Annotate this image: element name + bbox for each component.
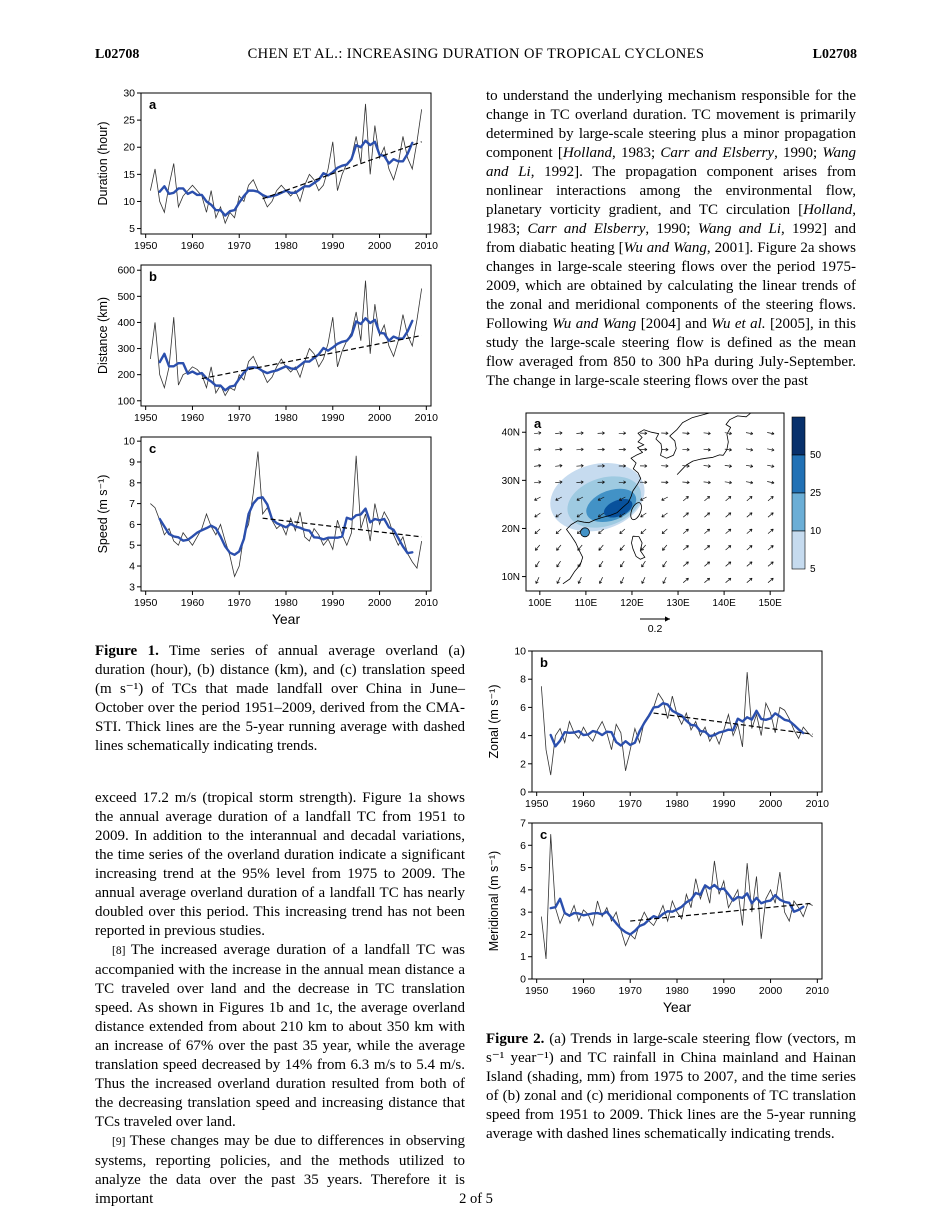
svg-text:300: 300 xyxy=(117,343,135,356)
svg-text:20: 20 xyxy=(123,141,135,154)
svg-text:7: 7 xyxy=(129,498,135,511)
caption-text: (a) Trends in large-scale steering flow (vectors, m s⁻¹ year⁻¹) and TC rainfall in China mainland and Hainan Island (shading, mm) from 1975 to 2007, and the time series of (b) zonal and (c) meridional components of TC translation speed from 1951 to 2009. Thick lines are the 5-year running average with dashed lines schematically indicating trends. xyxy=(486,1031,857,1142)
svg-text:2000: 2000 xyxy=(758,798,783,810)
svg-text:1950: 1950 xyxy=(133,597,158,609)
svg-text:Distance (km): Distance (km) xyxy=(96,296,110,375)
body-paragraph-3: [9] These changes may be due to differences in observing systems, reporting policies, and the methods utilized to analyze the data over the past 35 years. Therefore it is important xyxy=(95,1133,465,1207)
svg-text:1990: 1990 xyxy=(321,240,345,252)
svg-text:2010: 2010 xyxy=(414,597,439,609)
svg-text:Duration (hour): Duration (hour) xyxy=(96,121,110,206)
svg-text:5: 5 xyxy=(129,223,135,236)
figure-2 xyxy=(486,405,856,1017)
caption-label: Figure 1. xyxy=(95,643,159,659)
svg-text:1980: 1980 xyxy=(274,240,298,252)
svg-text:1990: 1990 xyxy=(321,597,345,609)
svg-text:15: 15 xyxy=(123,168,135,181)
two-column-layout xyxy=(95,87,857,1209)
svg-text:40N: 40N xyxy=(501,427,520,439)
svg-text:Zonal (m s⁻¹): Zonal (m s⁻¹) xyxy=(487,684,501,759)
figure1-panel-c-chart xyxy=(95,431,440,629)
svg-text:2: 2 xyxy=(520,928,526,941)
svg-text:200: 200 xyxy=(117,369,135,382)
svg-text:1980: 1980 xyxy=(274,412,298,424)
svg-text:2000: 2000 xyxy=(367,240,392,252)
svg-text:1960: 1960 xyxy=(571,985,596,997)
svg-text:10N: 10N xyxy=(501,572,520,584)
svg-text:10: 10 xyxy=(123,435,135,448)
svg-text:Speed (m s⁻¹): Speed (m s⁻¹) xyxy=(96,474,110,554)
svg-text:400: 400 xyxy=(117,316,135,329)
svg-text:4: 4 xyxy=(520,884,526,897)
svg-text:1990: 1990 xyxy=(712,798,736,810)
svg-text:0: 0 xyxy=(520,786,526,799)
running-head: CHEN ET AL.: INCREASING DURATION OF TROPICAL CYCLONES xyxy=(247,46,705,62)
svg-text:1970: 1970 xyxy=(227,597,251,609)
svg-text:Year: Year xyxy=(662,999,692,1015)
figure1-panel-b-chart xyxy=(95,259,440,431)
svg-text:1960: 1960 xyxy=(180,240,205,252)
svg-text:30N: 30N xyxy=(501,475,520,487)
svg-text:150E: 150E xyxy=(758,598,782,609)
svg-text:10: 10 xyxy=(123,195,135,208)
citation-number-right: L02708 xyxy=(812,47,857,62)
svg-text:4: 4 xyxy=(129,560,135,573)
svg-text:2010: 2010 xyxy=(805,798,830,810)
svg-text:100E: 100E xyxy=(528,598,552,609)
svg-text:25: 25 xyxy=(810,488,822,499)
figure2-panel-b-chart xyxy=(486,645,831,817)
svg-text:25: 25 xyxy=(123,114,135,127)
svg-text:10: 10 xyxy=(514,645,526,658)
svg-text:8: 8 xyxy=(520,673,526,686)
svg-text:1950: 1950 xyxy=(133,412,158,424)
page-header xyxy=(95,46,857,63)
svg-text:5: 5 xyxy=(810,564,816,575)
svg-text:1960: 1960 xyxy=(180,412,205,424)
svg-text:2010: 2010 xyxy=(414,240,439,252)
figure-2-caption xyxy=(486,1030,856,1144)
svg-text:1970: 1970 xyxy=(227,240,251,252)
svg-text:20N: 20N xyxy=(501,523,520,535)
svg-text:6: 6 xyxy=(129,518,135,531)
svg-text:b: b xyxy=(540,655,548,670)
figure2-panel-c-chart xyxy=(486,817,831,1017)
svg-text:a: a xyxy=(149,97,157,112)
svg-text:1950: 1950 xyxy=(524,985,549,997)
body-paragraph-2: [8] The increased average duration of a landfall TC was accompanied with the increase in the annual mean distance a TC traveled over land and the decrease in TC translation speed. As shown in Figures 1b and 1c, the average overland distance extended from about 210 km to about 350 km with an increase of 67% over the past 35 year, while the average translation speed decreased by 14% from 6.3 m/s to 5.4 m/s. Thus the increased overland duration resulted from both of the decreasing translation speed and increasing distance that TCs traveled over land. xyxy=(95,942,465,1130)
figure1-panel-a-chart xyxy=(95,87,440,259)
svg-text:100: 100 xyxy=(117,395,135,408)
svg-text:6: 6 xyxy=(520,701,526,714)
svg-text:9: 9 xyxy=(129,456,135,469)
svg-text:1970: 1970 xyxy=(227,412,251,424)
svg-text:120E: 120E xyxy=(620,598,644,609)
svg-text:c: c xyxy=(540,827,548,842)
figure-1-caption xyxy=(95,642,465,756)
svg-text:10: 10 xyxy=(810,526,822,537)
svg-text:1990: 1990 xyxy=(712,985,736,997)
svg-text:5: 5 xyxy=(129,539,135,552)
left-column xyxy=(95,87,465,1209)
svg-text:1950: 1950 xyxy=(133,240,158,252)
svg-text:b: b xyxy=(149,269,157,284)
svg-text:1970: 1970 xyxy=(618,985,642,997)
svg-text:1960: 1960 xyxy=(180,597,205,609)
right-column xyxy=(486,87,856,1209)
svg-text:a: a xyxy=(534,416,542,431)
caption-text: Time series of annual average overland (a) duration (hour), (b) distance (km), and (c) translation speed (m s⁻¹) of TCs that made landfall over China in June–October over the period 1951–2009, derived from the CMA-STI. Thick lines are the 5-year running average with dashed lines schematically indicating trends. xyxy=(95,643,466,754)
svg-text:1990: 1990 xyxy=(321,412,345,424)
svg-text:8: 8 xyxy=(129,477,135,490)
svg-text:1: 1 xyxy=(520,951,526,964)
svg-text:1980: 1980 xyxy=(665,798,689,810)
svg-text:Meridional (m s⁻¹): Meridional (m s⁻¹) xyxy=(487,850,501,952)
intro-paragraph: to understand the underlying mechanism responsible for the change in TC overland duration. TC movement is primarily determined by large-scale steering plus a minor propagation component [Holland, 1983; Carr and Elsberry, 1990; Wang and Li, 1992]. The propagation component arises from nonlinear interactions among the environmental flow, planetary vorticity gradient, and TC circulation [Holland, 1983; Carr and Elsberry, 1990; Wang and Li, 1992] and from diabatic heating [Wu and Wang, 2001]. Figure 2a shows changes in large-scale steering flows over the period 1975-2009, which are obtained by calculating the linear trends of the zonal and meridional components of the steering flows. Following Wu and Wang [2004] and Wu et al. [2005], in this study the large-scale steering flow is defined as the mean flow averaged from 850 to 300 hPa during July-September. The change in large-scale steering flows over the past xyxy=(486,88,857,389)
svg-text:4: 4 xyxy=(520,730,526,743)
svg-text:130E: 130E xyxy=(666,598,690,609)
svg-text:2: 2 xyxy=(520,758,526,771)
svg-text:7: 7 xyxy=(520,817,526,830)
svg-text:2010: 2010 xyxy=(805,985,830,997)
svg-text:0.2: 0.2 xyxy=(647,623,663,635)
svg-text:3: 3 xyxy=(520,906,526,919)
figure-1 xyxy=(95,87,465,629)
svg-text:500: 500 xyxy=(117,290,135,303)
svg-text:1970: 1970 xyxy=(618,798,642,810)
svg-text:5: 5 xyxy=(520,862,526,875)
caption-label: Figure 2. xyxy=(486,1031,545,1047)
svg-text:6: 6 xyxy=(520,839,526,852)
svg-text:2000: 2000 xyxy=(367,412,392,424)
figure2-steering-flow-map xyxy=(486,405,831,645)
svg-text:140E: 140E xyxy=(712,598,736,609)
citation-number-left: L02708 xyxy=(95,47,140,62)
svg-text:0: 0 xyxy=(520,973,526,986)
svg-text:Year: Year xyxy=(271,611,301,627)
svg-text:3: 3 xyxy=(129,581,135,594)
svg-text:c: c xyxy=(149,441,157,456)
svg-text:30: 30 xyxy=(123,87,135,100)
svg-text:1950: 1950 xyxy=(524,798,549,810)
svg-text:2000: 2000 xyxy=(367,597,392,609)
svg-text:1960: 1960 xyxy=(571,798,596,810)
body-paragraph-1: exceed 17.2 m/s (tropical storm strength). Figure 1a shows the annual average duration of a landfall TC from 1951 to 2009. In addition to the interannual and decadal variations, the time series of the overland duration indicate a significant increasing trend at the 95% level from 1975 to 2009. The annual average overland duration of a landfall TC has nearly doubled over this period. This increasing trend has not been reported in previous studies. xyxy=(95,790,465,939)
svg-text:110E: 110E xyxy=(574,598,598,609)
svg-text:1980: 1980 xyxy=(665,985,689,997)
svg-text:600: 600 xyxy=(117,264,135,277)
page-number: 2 of 5 xyxy=(459,1191,493,1207)
svg-text:2000: 2000 xyxy=(758,985,783,997)
svg-text:50: 50 xyxy=(810,450,822,461)
svg-text:1980: 1980 xyxy=(274,597,298,609)
svg-text:2010: 2010 xyxy=(414,412,439,424)
